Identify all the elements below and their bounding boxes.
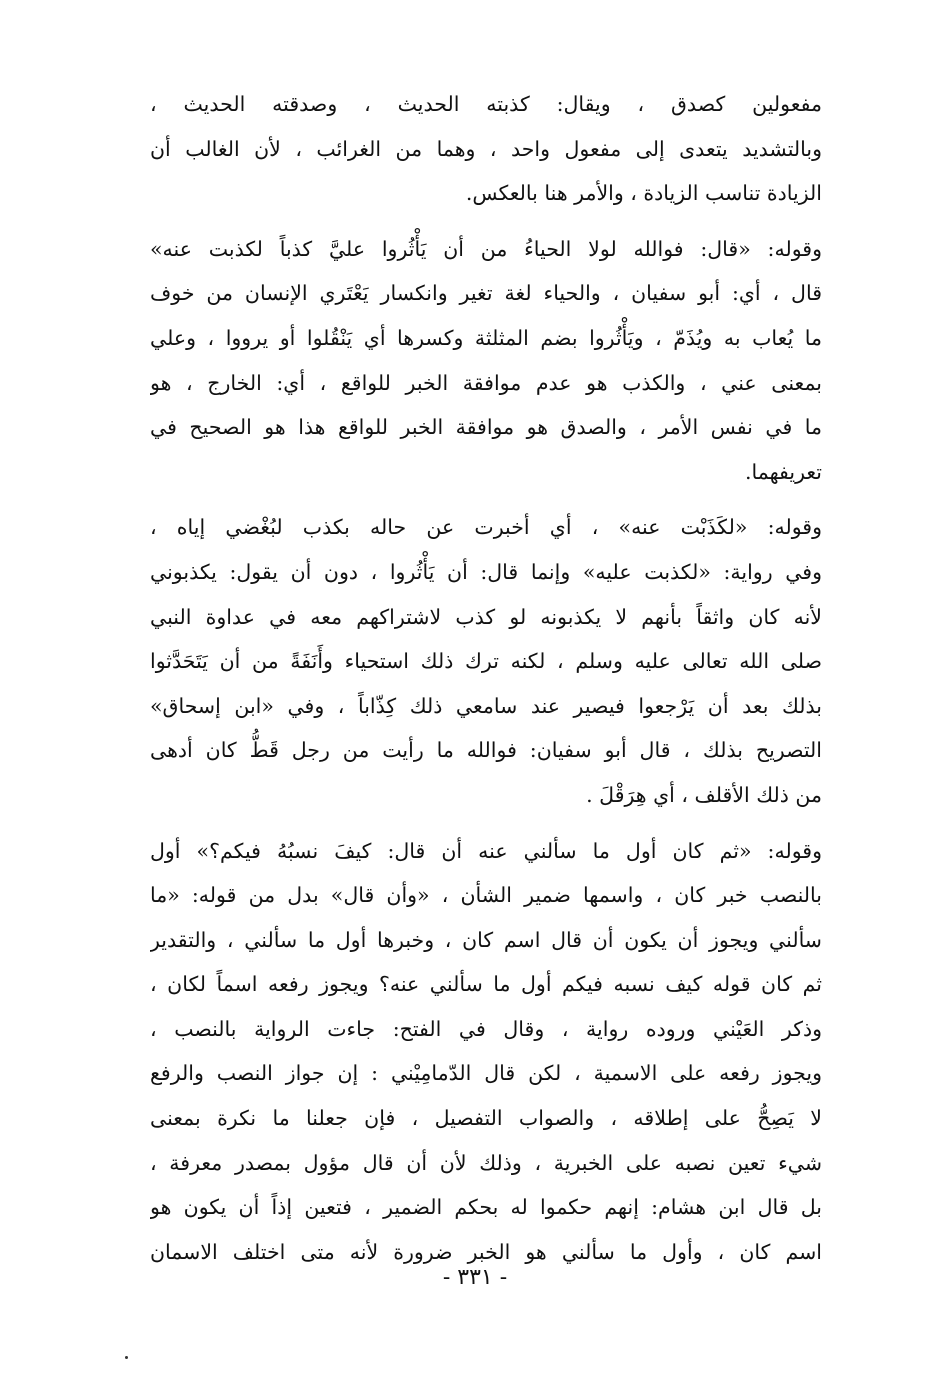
text-line: ويجوز رفعه على الاسمية ، لكن قال الدّمامِيْني : إن جواز النصب والرفع <box>150 1061 822 1086</box>
paragraph-gap <box>150 216 822 227</box>
text-line: وقوله: «ثم كان أول ما سألني عنه أن قال: كيفَ نسبُهُ فيكم؟» أول <box>150 838 822 863</box>
text-line: وذكر العَيْني وروده رواية ، وقال في الفتح: جاءت الرواية بالنصب ، <box>150 1016 822 1041</box>
text-line: وبالتشديد يتعدى إلى مفعول واحد ، وهما من الغرائب ، لأن الغالب أن <box>150 136 822 161</box>
text-line: الزيادة تناسب الزيادة ، والأمر هنا بالعكس. <box>465 181 822 206</box>
paragraph-gap <box>150 818 822 829</box>
scan-speck <box>125 1356 128 1359</box>
text-line: ثم كان قوله كيف نسبه فيكم أول ما سألني عنه؟ ويجوز رفعه اسماً لكان ، <box>150 972 822 997</box>
paragraph-2 <box>150 227 822 495</box>
text-line: مفعولين كصدق ، ويقال: كذبته الحديث ، وصدقته الحديث ، <box>150 92 822 116</box>
text-line: ما يُعاب به ويُذَمّ ، ويَأْثُروا بضم المثلثة وكسرها أي يَنْقُلوا أو يرووا ، وعلي <box>150 325 822 350</box>
text-line: لا يَصِحُّ على إطلاقه ، والصواب التفصيل ، فإن جعلنا ما نكرة بمعنى <box>150 1106 822 1131</box>
paragraph-1 <box>150 82 822 216</box>
text-line: بل قال ابن هشام: إنهم حكموا له بحكم الضمير ، فتعين إذاً أن يكون هو <box>150 1195 822 1220</box>
text-line: اسم كان ، وأول ما سألني هو الخبر ضرورة لأنه متى اختلف الاسمان <box>150 1239 822 1264</box>
page-number: - ٣٣١ - <box>442 1265 508 1290</box>
text-line: ما في نفس الأمر ، والصدق هو موافقة الخبر للواقع هذا هو الصحيح في <box>150 415 822 440</box>
text-line: تعريفهما. <box>744 459 822 484</box>
text-line: بمعنى عني ، والكذب هو عدم موافقة الخبر للواقع ، أي: الخارج ، هو <box>150 370 822 395</box>
text-line: من ذلك الأقلف ، أي هِرَقْلَ . <box>586 782 822 807</box>
paragraph-gap <box>150 494 822 505</box>
text-line: شيء تعين نصبه على الخبرية ، وذلك لأن أن قال مؤول بمصدر معرفة ، <box>150 1150 822 1175</box>
text-line: قال ، أي: أبو سفيان ، والحياء لغة تغير وانكسار يَعْتَري الإنسان من خوف <box>150 281 822 306</box>
page-body <box>150 82 822 1274</box>
text-line: التصريح بذلك ، قال أبو سفيان: فوالله ما رأيت من رجل قَطُّ كان أدهى <box>150 738 822 763</box>
text-line: وفي رواية: «لكذبت عليه» وإنما قال: أن يَأْثُروا ، دون أن يقول: يكذبوني <box>150 559 822 584</box>
text-line: بذلك بعد أن يَرْجعوا فيصير عند سامعي ذلك كِذّاباً ، وفي «ابن إسحاق» <box>150 693 822 718</box>
paragraph-3 <box>150 505 822 817</box>
text-line: لأنه كان واثقاً بأنهم لا يكذبونه لو كذب لاشتراكهم معه في عداوة النبي <box>150 604 822 629</box>
text-line: صلى الله تعالى عليه وسلم ، لكنه ترك ذلك استحياء وأَنَفَةً من أن يَتَحَدَّثوا <box>150 649 822 674</box>
text-line: وقوله: «قال: فوالله لولا الحياءُ من أن يَأْثُروا عليَّ كذباً لكذبت عنه» <box>150 236 822 261</box>
text-line: بالنصب خبر كان ، واسمها ضمير الشأن ، «وأن قال» بدل من قوله: «ما <box>150 883 822 908</box>
paragraph-4 <box>150 829 822 1275</box>
text-line: وقوله: «لكَذَبْت عنه» ، أي أخبرت عن حاله بكذب لبُغْضي إياه ، <box>150 515 822 540</box>
text-line: سألني ويجوز أن يكون أن قال اسم كان ، وخبرها أول ما سألني ، والتقدير <box>150 927 822 952</box>
